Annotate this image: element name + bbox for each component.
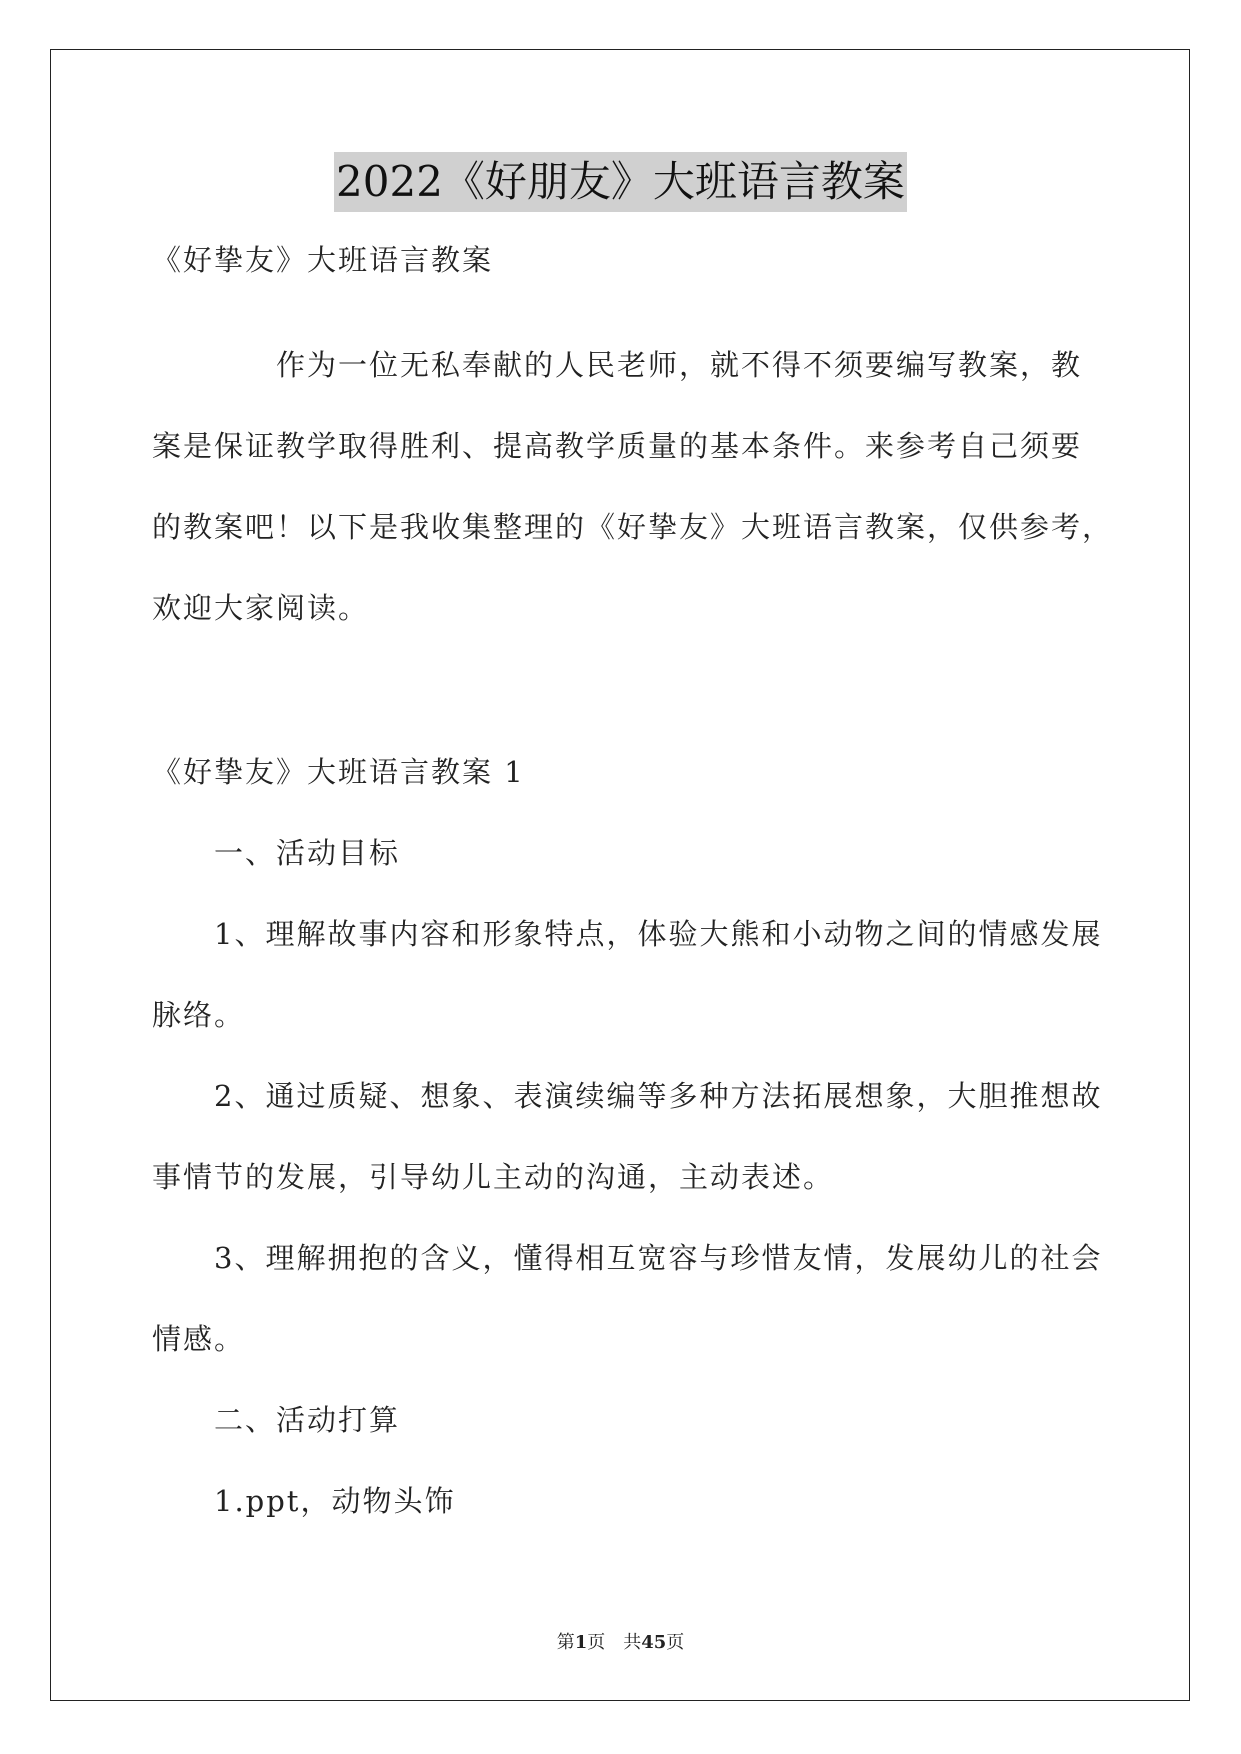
section-subheading: 二、活动打算 — [152, 1403, 401, 1437]
paragraph-line: 的教案吧！以下是我收集整理的《好挚友》大班语言教案，仅供参考， — [152, 510, 1114, 544]
page-border — [50, 49, 1190, 1701]
paragraph-line: 1、理解故事内容和形象特点，体验大熊和小动物之间的情感发展 — [152, 917, 1103, 951]
section-heading: 《好挚友》大班语言教案 1 — [152, 755, 525, 789]
paragraph-line: 3、理解拥抱的含义，懂得相互宽容与珍惜友情，发展幼儿的社会 — [152, 1241, 1103, 1275]
footer-prefix: 第 — [556, 1632, 575, 1653]
paragraph-line: 1.ppt，动物头饰 — [152, 1484, 456, 1518]
footer-mid: 页 共 — [587, 1632, 642, 1653]
page-footer — [0, 1628, 1241, 1654]
paragraph-line: 事情节的发展，引导幼儿主动的沟通，主动表述。 — [152, 1160, 835, 1194]
title-wrap — [0, 152, 1241, 212]
page-number: 1 — [574, 1632, 588, 1653]
total-pages: 45 — [641, 1632, 667, 1653]
paragraph-line: 脉络。 — [152, 998, 246, 1032]
paragraph-line: 2、通过质疑、想象、表演续编等多种方法拓展想象，大胆推想故 — [152, 1079, 1103, 1113]
subtitle-line: 《好挚友》大班语言教案 — [152, 243, 494, 277]
paragraph-line: 情感。 — [152, 1322, 246, 1356]
footer-suffix: 页 — [666, 1632, 685, 1653]
paragraph-line: 欢迎大家阅读。 — [152, 591, 370, 625]
section-subheading: 一、活动目标 — [152, 836, 401, 870]
paragraph-line: 作为一位无私奉献的人民老师，就不得不须要编写教案，教 — [152, 348, 1083, 382]
paragraph-line: 案是保证教学取得胜利、提高教学质量的基本条件。来参考自己须要 — [152, 429, 1083, 463]
document-title: 2022《好朋友》大班语言教案 — [334, 152, 907, 212]
